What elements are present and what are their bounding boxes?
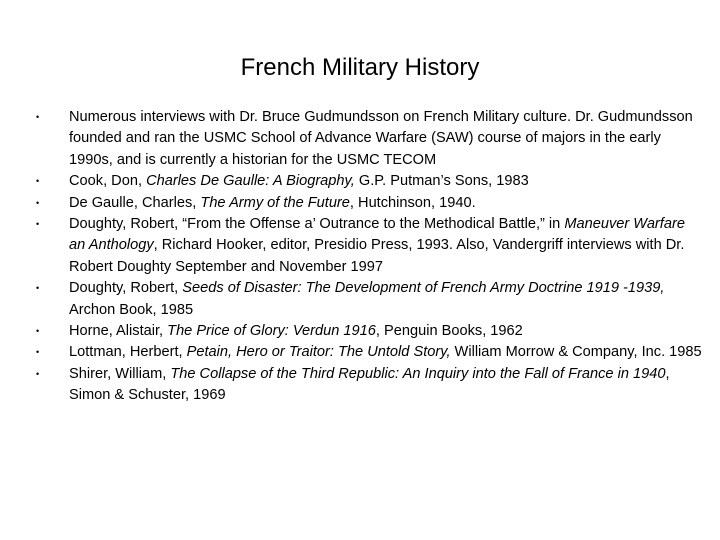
citation-text: Cook, Don, (69, 173, 147, 190)
citation-text: , Simon & Schuster, 1969 (69, 365, 670, 404)
work-title: Maneuver Warfare an Anthology (69, 216, 685, 254)
bibliography-item-text (69, 193, 705, 214)
bibliography-item (0, 107, 720, 171)
work-title: The Army of the Future (200, 194, 350, 211)
work-title: Petain, Hero or Traitor: The Untold Story, (186, 344, 451, 361)
citation-text: , Richard Hooker, editor, Presidio Press, 1993. Also, Vandergriff interviews with Dr. Robert Doughty September and November 1997 (69, 237, 685, 275)
bibliography-item-text (69, 321, 705, 342)
citation-text: Numerous interviews with Dr. Bruce Gudmundsson on French Military culture. Dr. Gudmundsson founded and ran the USMC School of Advance Warfare (SAW) course of majors in the early 1990s, and is currently a historian for the USMC TECOM (69, 109, 693, 168)
work-title: The Collapse of the Third Republic: An Inquiry into the Fall of France in 1940 (170, 365, 666, 382)
citation-text: , Penguin Books, 1962 (375, 323, 523, 340)
bibliography-item (0, 214, 720, 278)
bullet-icon: • (36, 347, 40, 358)
citation-text: William Morrow & Company, Inc. 1985 (450, 344, 702, 361)
work-title: Charles De Gaulle: A Biography, (146, 173, 355, 190)
bibliography-item (0, 278, 720, 321)
bibliography-item-text (69, 107, 705, 171)
citation-text: Horne, Alistair, (69, 323, 168, 340)
bibliography-list (0, 107, 720, 407)
bibliography-item (0, 342, 720, 363)
bibliography-item (0, 171, 720, 192)
slide-title: French Military History (240, 54, 480, 81)
citation-text: De Gaulle, Charles, (69, 194, 201, 211)
citation-text: Doughty, Robert, (69, 280, 183, 297)
bibliography-item (0, 364, 720, 407)
bibliography-item-text (69, 214, 705, 278)
bullet-icon: • (36, 219, 40, 230)
citation-text: Doughty, Robert, “From the Offense a’ Outrance to the Methodical Battle,” in (69, 216, 565, 233)
bullet-icon: • (36, 283, 40, 294)
bibliography-item-text (69, 342, 705, 363)
bibliography-item-text (69, 171, 705, 192)
bibliography-item (0, 321, 720, 342)
bibliography-item-text (69, 278, 705, 321)
bullet-icon: • (36, 112, 40, 122)
citation-text: Lottman, Herbert, (69, 344, 187, 361)
citation-text: G.P. Putman’s Sons, 1983 (354, 173, 529, 190)
bullet-icon: • (36, 197, 40, 208)
bibliography-item-text (69, 364, 705, 407)
bullet-icon: • (36, 176, 40, 187)
bibliography-item (0, 193, 720, 214)
citation-text: Shirer, William, (69, 365, 171, 382)
work-title: The Price of Glory: Verdun 1916 (167, 323, 376, 340)
citation-text: , Hutchinson, 1940. (349, 194, 476, 211)
bullet-icon: • (36, 326, 40, 337)
citation-text: Archon Book, 1985 (69, 301, 194, 318)
work-title: Seeds of Disaster: The Development of French Army Doctrine 1919 -1939, (182, 280, 665, 297)
bullet-icon: • (36, 368, 40, 379)
